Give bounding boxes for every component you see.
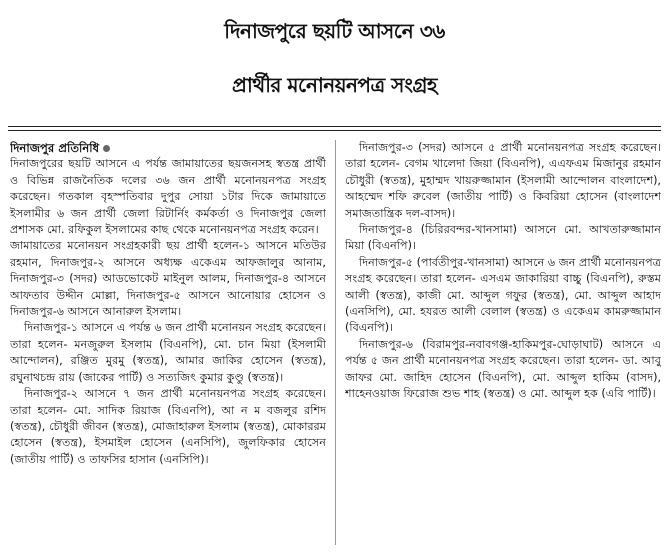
paragraph-dinajpur-4: দিনাজপুর-৪ (চিরিরবন্দর-খানসামা) আসনে মো. আখতারুজ্জামান মিয়া (বিএনপি)। [345, 223, 661, 253]
byline [10, 140, 326, 156]
byline-bullet-icon [103, 145, 110, 152]
paragraph-dinajpur-3: দিনাজপুর-৩ (সদর) আসনে ৫ প্রার্থী মনোনয়নপত্র সংগ্রহ করেছেন। তারা হলেন- বেগম খালেদা জিয়া (বিএনপি), এএফএম মিজানুর রহমান চৌধুরী (স্বতন্ত্র), মুহাম্মদ খায়রুজ্জামান (ইসলামী আন্দোলন বাংলাদেশ), আহম্মেদ শফি রুবেল (জাতীয় পার্টি) ও কিবরিয়া হোসেন (বাংলাদেশ সমাজতান্ত্রিক দল-বাসদ)। [345, 141, 661, 220]
paragraph-intro: দিনাজপুরের ছয়টি আসনে এ পর্যন্ত জামায়াতের ছয়জনসহ স্বতন্ত্র প্রার্থী ও বিভিন্ন রাজনৈতিক দলের ৩৬ জন প্রার্থী মনোনয়নপত্র সংগ্রহ করেছেন। গতকাল বৃহস্পতিবার দুপুর সোয়া ১টার দিকে জামায়াতে ইসলামীর ৬ জন প্রার্থী জেলা রিটার্নিং কর্মকর্তা ও দিনাজপুর জেলা প্রশাসক মো. রফিকুল ইসলামের কাছ থেকে মনোনয়নপত্র সংগ্রহ করেন। [10, 157, 326, 237]
article-column-right [345, 140, 661, 550]
headline-rule-top [8, 126, 661, 127]
headline [0, 4, 669, 112]
paragraph-jamaat-candidates: জামায়াতের মনোনয়ন সংগ্রহকারী ছয় প্রার্থী হলেন-১ আসনে মতিউর রহমান, দিনাজপুর-২ আসনে অধ্যক্ষ একেএম আফজালুর আনাম, দিনাজপুর-৩ (সদর) আডভোকেট মাইনুল আলম, দিনাজপুর-৪ আসনে আফতাব উদ্দীন মোল্লা, দিনাজপুর-৫ আসনে আনোয়ার হোসেন ও দিনাজপুর-৬ আসনে আনারুল ইসলাম। [10, 239, 326, 319]
paragraph-dinajpur-5: দিনাজপুর-৫ (পার্বতীপুর-খানসামা) আসনে ৬ জন প্রার্থী মনোনয়নপত্র সংগ্রহ করেছেন। তারা হলেন- এসএম জাকারিয়া বাচ্চু (বিএনপি), রুস্তম আলী (স্বতন্ত্র), কাজী মো. আব্দুল গফুর (স্বতন্ত্র), মো. আব্দুল আহাদ (এনসিপি), মো. হযরত আলী বেলাল (স্বতন্ত্র) ও একেএম কামরুজ্জামান (বিএনপি)। [345, 255, 661, 335]
byline-text: দিনাজপুর প্রতিনিধি [10, 141, 100, 155]
headline-line-1: দিনাজপুরে ছয়টি আসনে ৩৬ [224, 19, 445, 43]
article-column-left [10, 140, 326, 550]
column-divider [335, 140, 336, 545]
headline-rule-bottom [8, 130, 661, 131]
paragraph-dinajpur-1: দিনাজপুর-১ আসনে এ পর্যন্ত ৬ জন প্রার্থী মনোনয়ন সংগ্রহ করেছেন। তারা হলেন- মনজুরুল ইসলাম (বিএনপি), মো. চান মিয়া (ইসলামী আন্দোলন), রঞ্জিত মুরমু (স্বতন্ত্র), আমার জাকির হোসেন (স্বতন্ত্র), রঘুনাথচন্দ্র রায় (জাকের পার্টি) ও সত্যজিৎ কুমার কুণ্ডু (স্বতন্ত্র)। [10, 321, 326, 384]
paragraph-dinajpur-6: দিনাজপুর-৬ (বিরামপুর-নবাবগঞ্জ-হাকিমপুর-ঘোড়াঘাট) আসনে এ পর্যন্ত ৫ জন প্রার্থী মনোনয়নপত্র সংগ্রহ করেছেন। তারা হলেন- ডা. আবু জাফর মো. জাহিদ হোসেন (বিএনপি), মো. আব্দুল হাকিম (বাসদ), শাহেনওয়াজ ফিরোজ শুভ শাহ (স্বতন্ত্র) ও মো. আব্দুল হক (এবি পার্টি)। [345, 337, 661, 401]
headline-line-2: প্রার্থীর মনোনয়নপত্র সংগ্রহ [232, 73, 437, 97]
paragraph-dinajpur-2: দিনাজপুর-২ আসনে ৭ জন প্রার্থী মনোনয়নপত্র সংগ্রহ করেছেন। তারা হলেন- মো. সাদিক রিয়াজ (বিএনপি), আ ন ম বজলুর রশিদ (স্বতন্ত্র), চৌধুরী জীবন (স্বতন্ত্র), মোজাহারুল ইসলাম (স্বতন্ত্র), মোকাররম হোসেন (স্বতন্ত্র), ইসমাইল হোসেন (এনসিপি), জুলফিকার হোসেন (জাতীয় পার্টি) ও তাফসির হাসান (এনসিপি)। [10, 387, 326, 466]
